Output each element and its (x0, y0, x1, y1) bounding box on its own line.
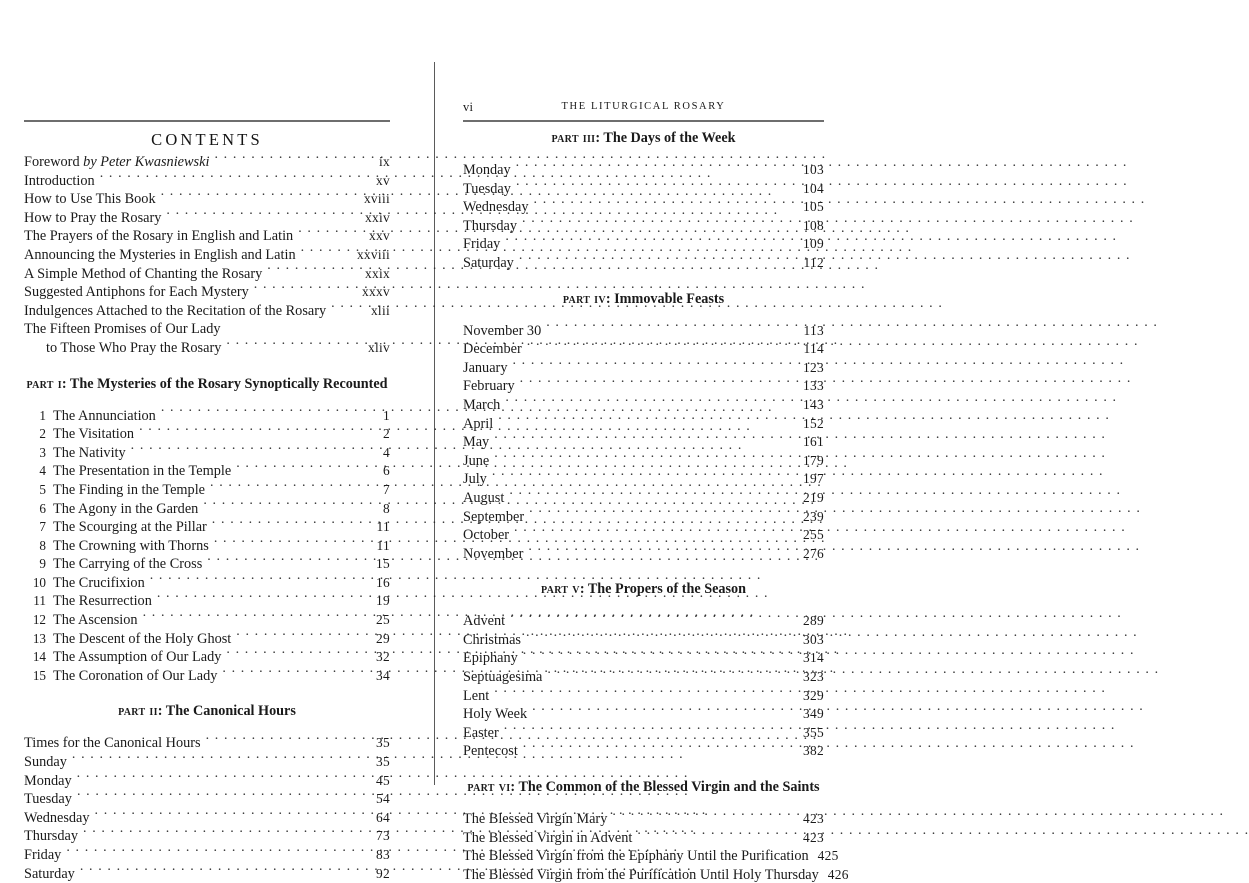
toc-entry-title: The Assumption of Our Lady (53, 649, 222, 666)
leader-dots (522, 216, 799, 230)
toc-entry-title: February (463, 378, 515, 395)
toc-entry-page-number: 423 (803, 829, 824, 845)
spacer (463, 760, 824, 779)
toc-entry-title: Wednesday (24, 809, 90, 826)
leader-dots (516, 160, 799, 174)
leader-dots (494, 432, 799, 446)
toc-entry-page-number: 426 (827, 866, 849, 882)
toc-entry-title: Advent (463, 613, 506, 630)
leader-dots (66, 845, 372, 859)
toc-entry-page-number: 25 (376, 612, 390, 628)
toc-entry-title: The Fifteen Promises of Our Lady (24, 321, 221, 338)
toc-entry-page-number: 179 (803, 452, 824, 468)
toc-entry-page-number: xxix (364, 265, 390, 281)
part-title: The Mysteries of the Rosary Synoptically Recounted (69, 375, 388, 392)
part-two-entry-list (24, 733, 390, 882)
toc-entry-title: The Nativity (53, 444, 126, 461)
toc-entry-title: January (463, 359, 508, 376)
toc-entry-title: Tuesday (463, 180, 511, 197)
folio-number: vi (463, 100, 474, 114)
part-colon: : (579, 581, 588, 598)
toc-entry-page-number: 355 (803, 724, 824, 740)
right-column-entries (463, 130, 849, 883)
toc-entry[interactable] (24, 666, 390, 685)
toc-entry[interactable] (463, 828, 824, 847)
leader-dots (212, 517, 373, 531)
toc-entry-page-number: 123 (803, 359, 824, 375)
leader-dots (505, 395, 799, 409)
leader-dots (95, 808, 372, 822)
toc-entry-title: September (463, 508, 525, 525)
toc-entry-title: June (463, 452, 490, 469)
toc-entry-title: Thursday (24, 828, 78, 845)
leader-dots (139, 424, 379, 438)
toc-entry-page-number: 105 (803, 199, 824, 215)
toc-entry-page-number: 15 (376, 556, 390, 572)
leader-dots (226, 338, 364, 352)
toc-entry[interactable] (463, 865, 849, 883)
leader-dots (226, 647, 372, 661)
toc-entry-title: December (463, 341, 522, 358)
toc-entry-page-number: 45 (376, 772, 390, 788)
toc-entry-title: The Coronation of Our Lady (53, 667, 218, 684)
toc-entry-number: 8 (39, 537, 46, 553)
toc-entry-title: The Blessed Virgin in Advent (463, 829, 633, 846)
toc-entry-title: Friday (24, 847, 62, 863)
toc-entry-page-number: 133 (803, 378, 824, 394)
toc-entry-number: 10 (32, 574, 46, 590)
toc-entry-page-number: 64 (376, 809, 390, 825)
leader-dots (523, 741, 799, 755)
toc-entry-title-italic: by Peter Kwasniewski (79, 154, 210, 170)
toc-entry-page-number: 108 (803, 217, 824, 233)
toc-entry-page-number: 112 (803, 254, 824, 270)
toc-entry-title: The Carrying of the Cross (53, 556, 203, 573)
toc-entry-page-number: 323 (803, 669, 824, 685)
toc-entry-page-number: 32 (376, 649, 390, 665)
part-label: part iii (551, 130, 596, 146)
toc-entry-page-number: 152 (803, 415, 824, 431)
toc-entry-page-number: 197 (803, 471, 824, 487)
toc-entry-number: 9 (39, 556, 46, 572)
toc-entry-page-number: 114 (803, 341, 824, 357)
toc-entry-title: Wednesday (463, 199, 529, 216)
toc-entry-page-number: 219 (803, 489, 824, 505)
rule-left-column (24, 120, 390, 122)
toc-entry-page-number: 382 (803, 743, 824, 759)
toc-entry-page-number: 2 (383, 426, 390, 442)
leader-dots (534, 197, 799, 211)
part-heading-four (463, 291, 824, 308)
leader-dots (226, 319, 386, 333)
part-five-entry-list (463, 611, 824, 760)
toc-entry-title: Friday (463, 236, 501, 253)
toc-entry[interactable] (463, 741, 824, 760)
toc-entry-title: Monday (24, 772, 72, 789)
part-three-entry-list (463, 160, 824, 272)
toc-entry-page-number: xv (376, 172, 390, 188)
toc-entry-number: 1 (39, 407, 46, 423)
toc-entry-number: 6 (39, 500, 46, 516)
toc-entry-page-number: xxviii (356, 246, 390, 262)
leader-dots (612, 809, 799, 823)
part-label: part v (541, 581, 580, 598)
part-heading-two (24, 703, 390, 720)
leader-dots (206, 733, 372, 747)
toc-entry-page-number: 349 (803, 706, 824, 722)
leader-dots (214, 152, 375, 166)
toc-entry-page-number: 11 (376, 537, 390, 553)
spacer (463, 562, 824, 581)
leader-dots (77, 789, 372, 803)
toc-entry-title: to Those Who Pray the Rosary (46, 339, 222, 356)
leader-dots (546, 321, 799, 335)
part-colon: : (510, 779, 519, 796)
leader-dots (512, 358, 799, 372)
leader-dots (494, 686, 799, 700)
front-matter-list (24, 152, 390, 357)
rule-right-column (463, 120, 824, 122)
leader-dots (83, 826, 372, 840)
toc-entry-title: How to Pray the Rosary (24, 209, 162, 226)
leader-dots (514, 525, 799, 539)
toc-entry-title: The Descent of the Holy Ghost (53, 630, 232, 647)
leader-dots (547, 667, 799, 681)
leader-dots (72, 752, 372, 766)
leader-dots (161, 406, 379, 420)
toc-entry-number: 2 (39, 426, 46, 442)
toc-entry-title: Foreword by Peter Kwasniewski (24, 154, 210, 170)
toc-entry-page-number: ix (378, 154, 390, 169)
part-label: part i (26, 375, 62, 392)
part-four-entry-list (463, 321, 824, 563)
toc-entry-page-number: 34 (376, 667, 390, 683)
leader-dots (301, 245, 353, 259)
part-title: Immovable Feasts (614, 290, 725, 307)
leader-dots (203, 499, 379, 513)
toc-entry-page-number: 314 (803, 650, 824, 666)
toc-entry-title: The Ascension (53, 612, 138, 629)
toc-entry-page-number: xxiv (364, 209, 390, 225)
part-one-entry-list (24, 406, 390, 685)
toc-entry-page-number: 109 (803, 236, 824, 252)
spacer (24, 684, 390, 703)
toc-entry-page-number: 1 (383, 407, 390, 423)
toc-entry-page-number: 423 (803, 811, 824, 827)
toc-entry-number: 11 (33, 593, 46, 609)
toc-entry-title: The Blessed Virgin from the Epiphany Until the Purification (463, 848, 809, 865)
part-title: The Propers of the Season (587, 581, 746, 598)
toc-entry-title: The Crowning with Thorns (53, 537, 209, 554)
toc-entry-title: April (463, 415, 494, 432)
toc-entry-title: Septuagesima (463, 669, 543, 686)
toc-entry-title: November 30 (463, 322, 542, 339)
toc-entry-number: 12 (32, 612, 46, 628)
leader-dots (166, 208, 361, 222)
part-heading-three (463, 130, 824, 147)
toc-entry-page-number: 7 (383, 481, 390, 497)
toc-entry[interactable] (463, 253, 824, 272)
leader-dots (150, 573, 372, 587)
toc-entry[interactable] (24, 338, 390, 357)
toc-entry-number: 7 (39, 519, 46, 535)
part-label: part ii (118, 703, 158, 720)
toc-entry-page-number: xviii (363, 191, 390, 207)
part-heading-six (463, 779, 824, 796)
toc-entry-number: 5 (39, 481, 46, 497)
part-label: part vi (467, 779, 511, 796)
toc-entry-page-number: xliv (367, 339, 390, 355)
toc-entry-title: Pentecost (463, 743, 518, 760)
part-colon: : (61, 375, 70, 392)
toc-entry-title: The Agony in the Garden (53, 500, 199, 517)
part-label: part iv (562, 290, 606, 307)
leader-dots (331, 301, 367, 315)
toc-entry-title: Epiphany (463, 650, 518, 667)
leader-dots (77, 771, 372, 785)
leader-dots (528, 544, 799, 558)
leader-dots (157, 591, 372, 605)
leader-dots (509, 488, 799, 502)
leader-dots (100, 171, 372, 185)
toc-entry-page-number: 143 (803, 396, 824, 412)
toc-entry-page-number: 289 (803, 613, 824, 629)
toc-entry-page-number: xxxv (362, 284, 390, 300)
toc-entry-page-number: 6 (383, 463, 390, 479)
spacer (463, 272, 824, 291)
toc-entry-title: A Simple Method of Chanting the Rosary (24, 265, 263, 282)
toc-entry-number: 15 (32, 667, 46, 683)
part-colon: : (157, 703, 166, 720)
toc-entry-page-number: 83 (376, 847, 390, 862)
leader-dots (492, 469, 799, 483)
leader-dots (267, 264, 361, 278)
toc-entry-page-number: xxv (369, 228, 390, 244)
toc-entry[interactable] (463, 544, 824, 563)
leader-dots (527, 339, 800, 353)
toc-entry-title: The Annunciation (53, 407, 156, 424)
toc-entry-title: Announcing the Mysteries in English and Latin (24, 246, 296, 263)
leader-dots (504, 723, 799, 737)
toc-entry-page-number: 425 (817, 848, 839, 864)
toc-entry[interactable] (24, 301, 390, 320)
toc-entry-title: Times for the Canonical Hours (24, 735, 201, 752)
toc-entry-title: Easter (463, 724, 499, 741)
toc-entry-title: Saturday (463, 254, 514, 271)
toc-entry-title: The Resurrection (53, 593, 152, 610)
toc-entry-page-number: 8 (383, 500, 390, 516)
toc-entry-page-number: xlii (370, 302, 390, 318)
part-colon: : (605, 290, 615, 307)
toc-entry-title: Suggested Antiphons for Each Mystery (24, 284, 249, 301)
toc-entry-page-number: 54 (376, 791, 390, 807)
toc-entry-title: Christmas (463, 631, 521, 648)
toc-entry-page-number: 276 (803, 545, 824, 561)
toc-entry-title: October (463, 527, 510, 544)
toc-entry-title: Thursday (463, 217, 517, 234)
toc-entry-title: Holy Week (463, 706, 528, 723)
toc-entry-number: 13 (32, 630, 46, 646)
spacer (24, 357, 390, 376)
toc-entry-page-number: 329 (803, 687, 824, 703)
leader-dots (494, 451, 799, 465)
part-heading-one (24, 376, 390, 393)
toc-entry-title: Monday (463, 162, 511, 178)
toc-entry-title: November (463, 545, 524, 562)
toc-entry-title: Lent (463, 687, 490, 704)
toc-entry-page-number: 239 (803, 508, 824, 524)
leader-dots (520, 376, 799, 390)
toc-entry-title: Sunday (24, 754, 67, 771)
leader-dots (210, 480, 379, 494)
leader-dots (505, 234, 799, 248)
leader-dots (254, 282, 358, 296)
part-title: The Common of the Blessed Virgin and the Saints (518, 779, 820, 796)
toc-entry-title: The Prayers of the Rosary in English and Latin (24, 228, 294, 245)
toc-entry-title: July (463, 471, 487, 488)
toc-entry-title: The Blessed Virgin Mary (463, 811, 608, 828)
toc-entry-page-number: 104 (803, 180, 824, 196)
toc-entry-page-number: 4 (383, 444, 390, 460)
leader-dots (526, 630, 799, 644)
leader-dots (637, 828, 799, 842)
toc-entry-page-number: 11 (376, 519, 390, 535)
toc-entry-title: The Crucifixion (53, 574, 145, 591)
toc-entry-title: The Presentation in the Temple (53, 463, 232, 480)
leader-dots (207, 554, 372, 568)
running-head-title: THE LITURGICAL ROSARY (561, 101, 726, 112)
leader-dots (510, 611, 799, 625)
toc-entry-page-number: 92 (376, 865, 390, 881)
toc-entry-title: May (463, 434, 490, 451)
leader-dots (523, 648, 799, 662)
toc-entry[interactable] (24, 864, 390, 883)
leader-dots (516, 179, 799, 193)
toc-entry-title: Saturday (24, 865, 75, 882)
leader-dots (222, 666, 372, 680)
toc-entry[interactable] (463, 846, 839, 865)
toc-entry-page-number: 35 (376, 735, 390, 751)
toc-entry-title: How to Use This Book (24, 191, 156, 208)
toc-entry-title: Tuesday (24, 791, 72, 808)
toc-entry-number: 14 (32, 649, 46, 665)
toc-entry-title: The Blessed Virgin from the Purification Until Holy Thursday (463, 866, 819, 883)
leader-dots (214, 536, 373, 550)
toc-entry-title: The Scourging at the Pillar (53, 519, 207, 536)
leader-dots (498, 414, 799, 428)
toc-entry-page-number: 35 (376, 754, 390, 770)
toc-entry-page-number: 113 (803, 322, 824, 338)
toc-entry-number: 3 (39, 444, 46, 460)
leader-dots (236, 629, 372, 643)
leader-dots (131, 443, 379, 457)
toc-entry-title: The Visitation (53, 426, 135, 443)
running-head (463, 100, 824, 116)
page-title: CONTENTS (151, 130, 263, 149)
leader-dots (298, 226, 365, 240)
toc-entry-page-number: 73 (376, 828, 390, 844)
toc-entry-page-number: 29 (376, 630, 390, 646)
toc-entry-title: The Finding in the Temple (53, 481, 206, 498)
toc-entry-page-number: 161 (803, 434, 824, 450)
toc-entry-page-number: 16 (376, 574, 390, 590)
part-title: The Canonical Hours (165, 703, 296, 720)
toc-entry-title: Indulgences Attached to the Recitation of the Rosary (24, 302, 327, 319)
leader-dots (143, 610, 372, 624)
leader-dots (529, 507, 799, 521)
part-title: The Days of the Week (603, 130, 736, 146)
toc-entry-title: March (463, 396, 501, 413)
part-six-entry-list (463, 809, 849, 883)
toc-entry-page-number: 303 (803, 631, 824, 647)
part-heading-five (463, 581, 824, 598)
left-column-entries (24, 152, 390, 882)
leader-dots (519, 253, 800, 267)
leader-dots (161, 189, 360, 203)
toc-entry-title: August (463, 489, 505, 506)
toc-entry-page-number: 19 (376, 593, 390, 609)
leader-dots (236, 461, 379, 475)
toc-entry-number: 4 (39, 463, 46, 479)
toc-entry-title: Introduction (24, 172, 95, 189)
toc-entry-page-number: 255 (803, 527, 824, 543)
leader-dots (532, 704, 799, 718)
toc-entry-page-number: 103 (803, 162, 824, 177)
leader-dots (80, 864, 372, 878)
part-colon: : (595, 130, 604, 146)
